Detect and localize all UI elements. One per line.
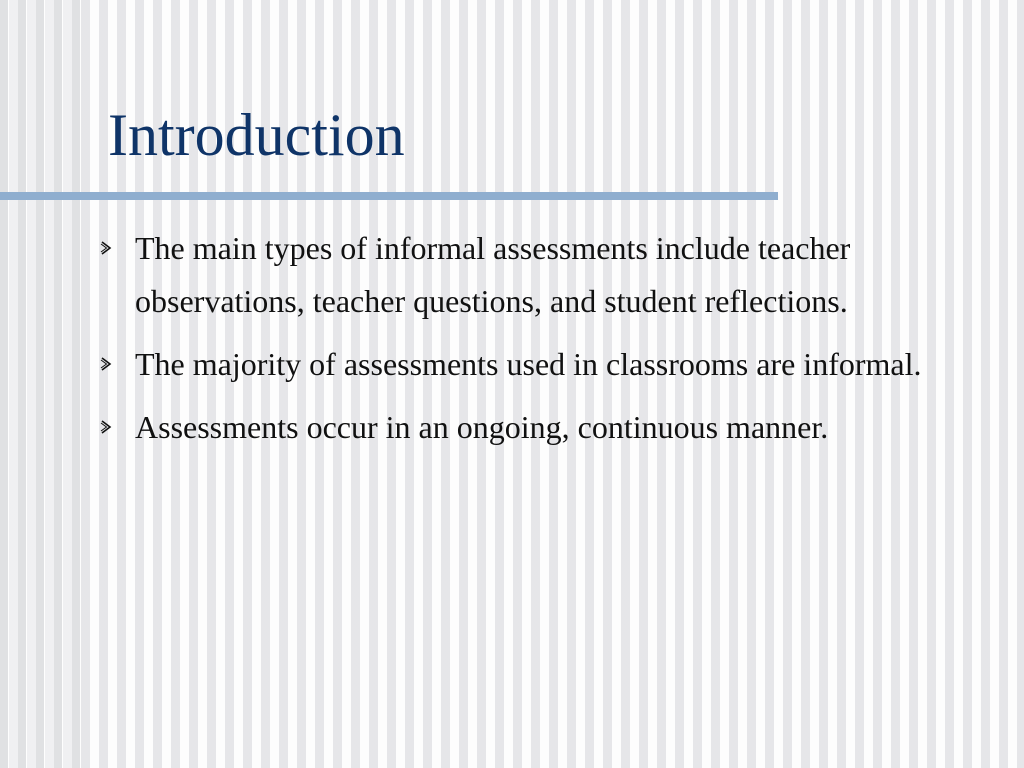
list-item [100, 401, 1000, 454]
chevron-right-icon [100, 357, 112, 371]
slide-title: Introduction [108, 102, 405, 168]
list-item [100, 338, 1000, 391]
chevron-right-icon [100, 420, 112, 434]
list-item [100, 222, 1000, 328]
title-divider [0, 192, 778, 200]
bullet-list [100, 222, 1000, 464]
bullet-text: The majority of assessments used in classrooms are informal. [135, 346, 922, 382]
bullet-text: Assessments occur in an ongoing, continuous manner. [135, 409, 829, 445]
chevron-right-icon [100, 241, 112, 255]
bullet-text: The main types of informal assessments include teacher observations, teacher questions, and student reflections. [135, 230, 851, 319]
